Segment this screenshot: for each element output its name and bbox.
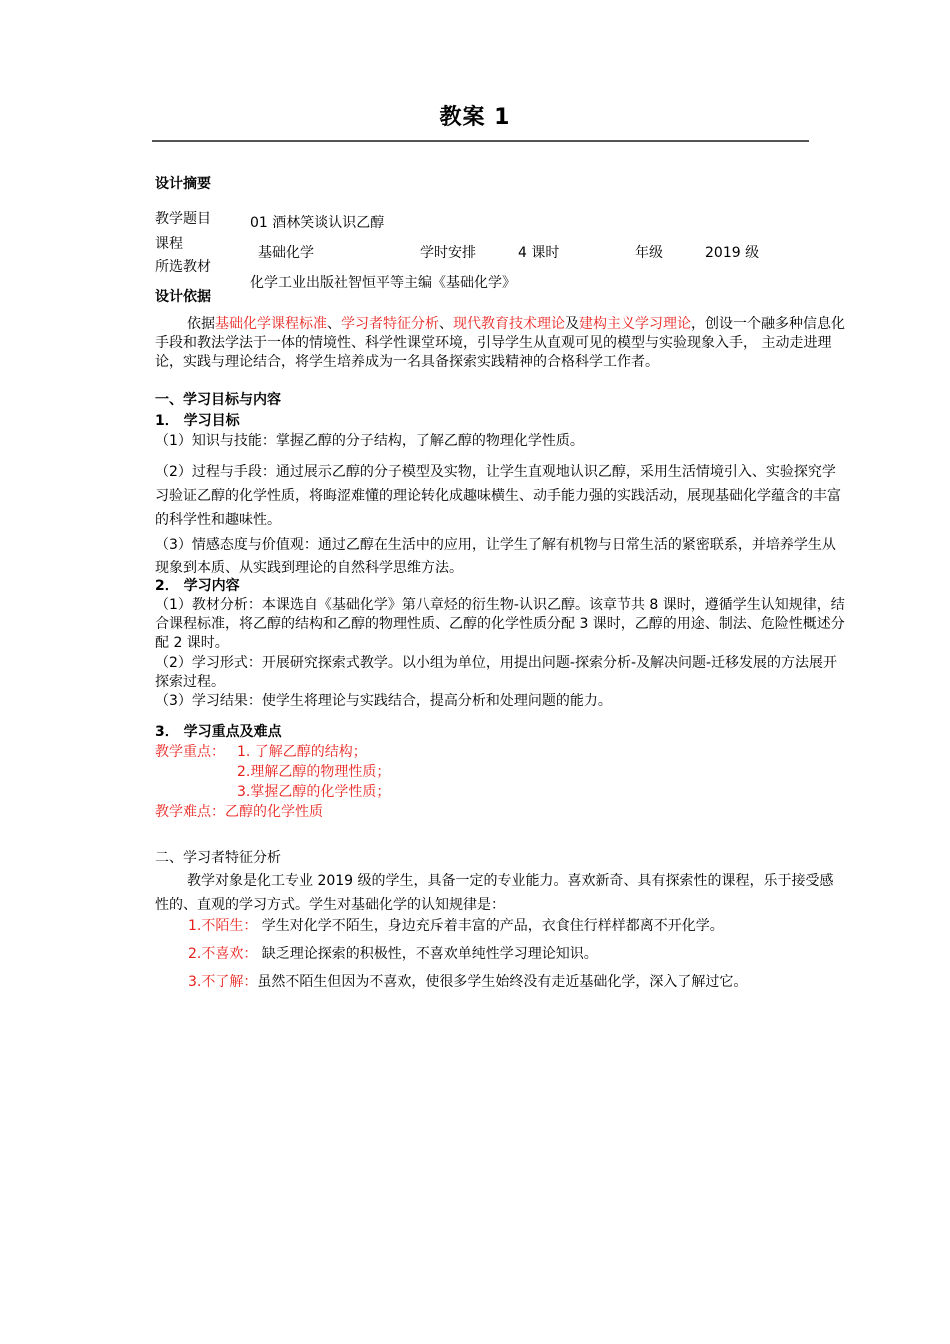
basis-paragraph — [155, 315, 845, 372]
basis-prefix: 依据 — [187, 316, 215, 332]
textbook-label: 所选教材 — [155, 259, 211, 275]
topic-value: 01 酒林笑谈认识乙醇 — [250, 215, 385, 231]
basis-sep-2: 、 — [439, 316, 453, 332]
course-value: 基础化学 — [258, 245, 314, 261]
learner-item-2 — [188, 943, 598, 963]
learner-item-3-label: 3.不了解： — [188, 974, 258, 990]
content-3: （3）学习结果：使学生将理论与实践结合，提高分析和处理问题的能力。 — [155, 693, 612, 709]
textbook-value: 化学工业出版社智恒平等主编《基础化学》 — [250, 275, 516, 291]
summary-heading: 设计摘要 — [155, 176, 211, 192]
grade-label: 年级 — [635, 245, 663, 261]
content-heading: 2． 学习内容 — [155, 578, 240, 594]
difficulty-point: 教学难点：乙醇的化学性质 — [155, 804, 323, 820]
basis-keyword-3: 现代教育技术理论 — [453, 316, 565, 332]
course-label: 课程 — [155, 236, 183, 252]
basis-keyword-4: 建构主义学习理论 — [579, 316, 691, 332]
basis-keyword-2: 学习者特征分析 — [341, 316, 439, 332]
key-label: 教学重点： — [155, 744, 225, 760]
page-title: 教案 1 — [439, 105, 511, 130]
content-1: （1）教材分析：本课选自《基础化学》第八章烃的衍生物-认识乙醇。该章节共 8 课时，遵循学生认知规律，结合课程标准，将乙醇的结构和乙醇的物理性质、乙醇的化学性质分配 3 课时，乙醇的用途、制法、危险性概述分配 2 课时。 — [155, 597, 845, 651]
basis-keyword-1: 基础化学课程标准 — [215, 316, 327, 332]
goals-heading: 1． 学习目标 — [155, 413, 240, 429]
section2-heading: 二、学习者特征分析 — [155, 850, 281, 866]
learner-item-3-text: 虽然不陌生但因为不喜欢，使很多学生始终没有走近基础化学，深入了解过它。 — [257, 974, 748, 990]
hours-value: 4 课时 — [518, 245, 560, 261]
topic-label: 教学题目 — [155, 211, 211, 227]
basis-sep-1: 、 — [327, 316, 341, 332]
goal-2: （2）过程与手段：通过展示乙醇的分子模型及实物，让学生直观地认识乙醇，采用生活情境引入、实验探究学习验证乙醇的化学性质，将晦涩难懂的理论转化成趣味横生、动手能力强的实践活动，展现基础化学蕴含的丰富的科学性和趣味性。 — [155, 464, 841, 528]
learner-item-1-label: 1.不陌生： — [188, 918, 258, 934]
basis-sep-3: 及 — [565, 316, 579, 332]
learner-item-2-text: 缺乏理论探索的积极性，不喜欢单纯性学习理论知识。 — [257, 946, 598, 962]
basis-rest: ，创设一个融多种信息化手段和教法学法于一体的情境性、科学性课堂环境，引导学生从直观可见的模型与实验现象入手， 主动走进理论，实践与理论结合，将学生培养成为一名具备探索实践精神的合格科学工作者。 — [155, 316, 845, 370]
content-2: （2）学习形式：开展研究探索式教学。以小组为单位，用提出问题-探索分析-及解决问题-迁移发展的方法展开探索过程。 — [155, 655, 838, 690]
basis-heading: 设计依据 — [155, 289, 211, 305]
key-point-2: 2.理解乙醇的物理性质； — [237, 764, 391, 780]
goal-1: （1）知识与技能：掌握乙醇的分子结构，了解乙醇的物理化学性质。 — [155, 433, 584, 449]
section1-heading: 一、学习目标与内容 — [155, 392, 281, 408]
key-point-3: 3.掌握乙醇的化学性质； — [237, 784, 391, 800]
key-point-1: 1. 了解乙醇的结构； — [237, 744, 367, 760]
goal-3: （3）情感态度与价值观：通过乙醇在生活中的应用，让学生了解有机物与日常生活的紧密联系，并培养学生从现象到本质、从实践到理论的自然科学思维方法。 — [155, 537, 836, 576]
hours-label: 学时安排 — [420, 245, 476, 261]
keypoints-heading: 3． 学习重点及难点 — [155, 724, 282, 740]
learner-item-2-label: 2.不喜欢： — [188, 946, 258, 962]
learner-intro: 教学对象是化工专业 2019 级的学生，具备一定的专业能力。喜欢新奇、具有探索性的课程，乐于接受感性的、直观的学习方式。学生对基础化学的认知规律是： — [155, 873, 834, 913]
title-divider — [152, 140, 809, 142]
learner-item-1 — [188, 915, 724, 935]
grade-value: 2019 级 — [705, 245, 760, 261]
learner-item-1-text: 学生对化学不陌生，身边充斥着丰富的产品，衣食住行样样都离不开化学。 — [257, 918, 724, 934]
learner-item-3 — [188, 971, 747, 991]
